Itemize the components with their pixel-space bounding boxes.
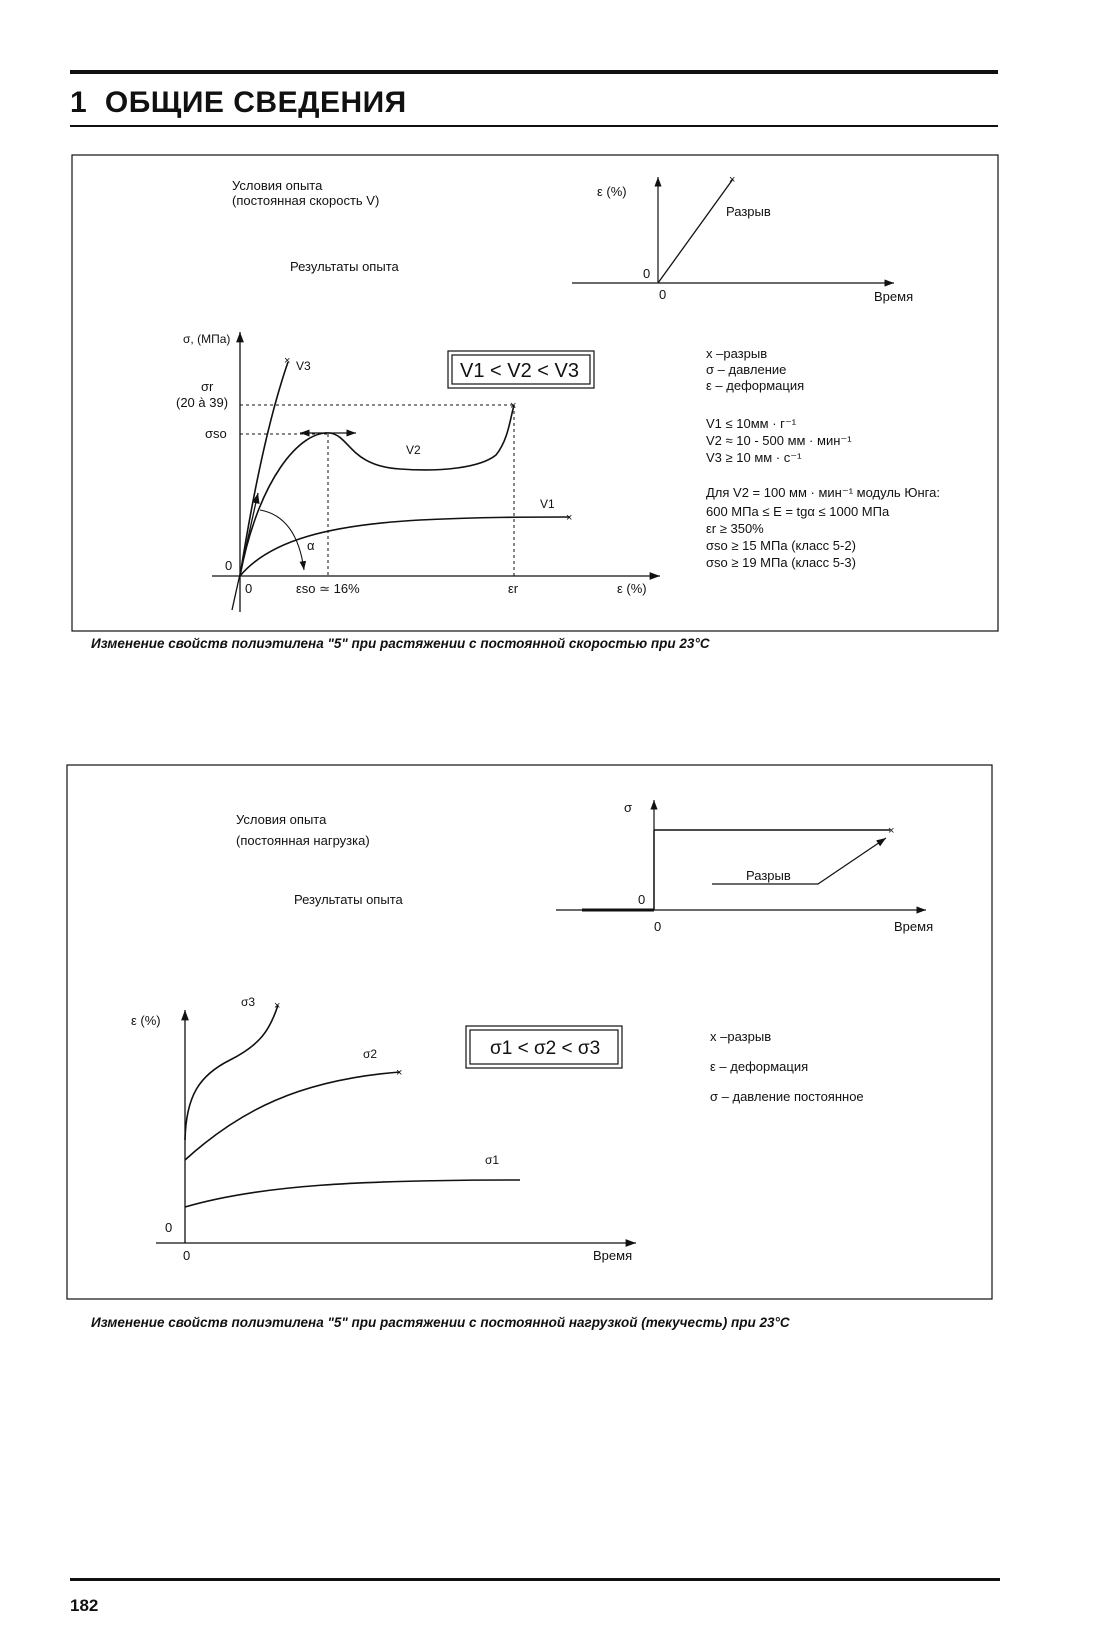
fig2-curve-s2-break: ×: [396, 1067, 403, 1079]
fig2-legend-3: σ – давление постоянное: [710, 1089, 864, 1104]
fig1-inset-origin-y: 0: [643, 266, 651, 281]
fig2-inset-origin-x: 0: [654, 919, 662, 934]
chapter-number: 1: [70, 86, 88, 119]
fig1-legend-3: ε – деформация: [706, 378, 805, 393]
fig1-sigma-r-label: σr: [201, 379, 214, 394]
fig1-legend-v3: V3 ≥ 10 мм · с⁻¹: [706, 450, 802, 465]
fig2-curve-s2: [185, 1072, 400, 1160]
fig1-curve-v1: [240, 517, 570, 576]
fig2-inset-origin-y: 0: [638, 892, 646, 907]
fig1-label-v1: V1: [540, 497, 555, 511]
fig1-inset-strain-line: [658, 179, 733, 283]
fig1-curve-v2: [240, 405, 514, 576]
fig2-label-s3: σ3: [241, 995, 256, 1009]
fig2-origin-x: 0: [183, 1248, 191, 1263]
fig1-results-label: Результаты опыта: [290, 259, 399, 274]
fig1-eps-r-label: εr: [508, 581, 519, 596]
fig2-main-chart: [131, 995, 636, 1263]
fig2-inset-xlabel: Время: [894, 919, 934, 934]
fig2-label-s2: σ2: [363, 1047, 378, 1061]
fig1-label-v3: V3: [296, 359, 311, 373]
fig1-sigma-so-label: σso: [205, 426, 227, 441]
fig2-inequality: σ1 < σ2 < σ3: [490, 1038, 601, 1059]
figure2-frame: [67, 765, 992, 1299]
fig2-legend-2: ε – деформация: [710, 1059, 809, 1074]
fig1-conditions-2: (постоянная скорость V): [232, 193, 380, 208]
figure1-panel: [0, 0, 1116, 700]
fig2-conditions-1: Условия опыта: [236, 812, 327, 827]
fig1-main-chart: [176, 332, 660, 612]
fig2-origin-y: 0: [165, 1220, 173, 1235]
fig2-inset-chart: [556, 800, 933, 934]
fig1-conditions-1: Условия опыта: [232, 178, 323, 193]
fig1-inset-break-label: Разрыв: [726, 204, 771, 219]
fig1-inequality: V1 < V2 < V3: [460, 360, 579, 382]
fig2-caption: Изменение свойств полиэтилена "5" при растяжении с постоянной нагрузкой (текучесть) при 23°C: [91, 1315, 790, 1330]
fig2-xlabel: Время: [593, 1248, 633, 1263]
page-number: 182: [70, 1596, 99, 1615]
fig1-inset-chart: [572, 174, 913, 304]
fig1-origin-x: 0: [245, 581, 253, 596]
fig1-inset-origin-x: 0: [659, 287, 667, 302]
fig1-curve-v3-break: ×: [284, 355, 291, 367]
fig2-ylabel: ε (%): [131, 1013, 161, 1028]
fig1-eps-so-label: εso ≃ 16%: [296, 581, 360, 596]
fig1-legend-2: σ – давление: [706, 362, 787, 377]
fig1-legend-e-range: 600 МПа ≤ E = tgα ≤ 1000 МПа: [706, 504, 890, 519]
fig1-curve-v2-break: ×: [510, 400, 517, 412]
fig1-legend-v2: V2 ≈ 10 - 500 мм · мин⁻¹: [706, 433, 852, 448]
fig2-legend-1: x –разрыв: [710, 1029, 772, 1044]
fig1-caption: Изменение свойств полиэтилена "5" при растяжении с постоянной скоростью при 23°C: [91, 636, 710, 651]
fig1-inset-xlabel: Время: [874, 289, 914, 304]
fig2-inset-break-x: ×: [888, 825, 895, 837]
fig2-curve-s1: [185, 1180, 520, 1207]
fig1-alpha-label: α: [307, 538, 315, 553]
fig1-legend-s1: σso ≥ 15 МПа (класс 5-2): [706, 538, 856, 553]
fig1-ylabel: σ, (МПа): [183, 332, 231, 346]
fig2-inset-break-label: Разрыв: [746, 868, 791, 883]
fig1-legend: [706, 346, 940, 570]
fig2-curve-s3-break: ×: [274, 1000, 281, 1012]
fig2-label-s1: σ1: [485, 1153, 500, 1167]
fig2-inset-break-pointer: [712, 838, 886, 884]
fig1-legend-s2: σso ≥ 19 МПа (класс 5-3): [706, 555, 856, 570]
fig1-xlabel: ε (%): [617, 581, 647, 596]
footer-rule: [70, 1578, 1000, 1581]
fig1-legend-1: x –разрыв: [706, 346, 768, 361]
fig2-curve-s3: [185, 1005, 278, 1140]
fig2-legend: [710, 1029, 864, 1104]
fig1-legend-young: Для V2 = 100 мм · мин⁻¹ модуль Юнга:: [706, 485, 940, 500]
fig1-label-v2: V2: [406, 443, 421, 457]
fig1-origin-y: 0: [225, 558, 233, 573]
fig1-sigma-r-range: (20 à 39): [176, 395, 229, 410]
fig2-conditions-2: (постоянная нагрузка): [236, 833, 370, 848]
fig2-inset-ylabel: σ: [624, 800, 633, 815]
fig1-legend-v1: V1 ≤ 10мм · г⁻¹: [706, 416, 797, 431]
figure2-panel: [0, 760, 1116, 1320]
fig2-results-label: Результаты опыта: [294, 892, 403, 907]
fig1-inset-ylabel: ε (%): [597, 184, 627, 199]
fig1-curve-v1-end: ×: [566, 512, 573, 524]
fig1-legend-eps-r: εr ≥ 350%: [706, 521, 764, 536]
fig1-inset-break-x: ×: [729, 174, 736, 186]
chapter-title: ОБЩИЕ СВЕДЕНИЯ: [104, 86, 407, 119]
